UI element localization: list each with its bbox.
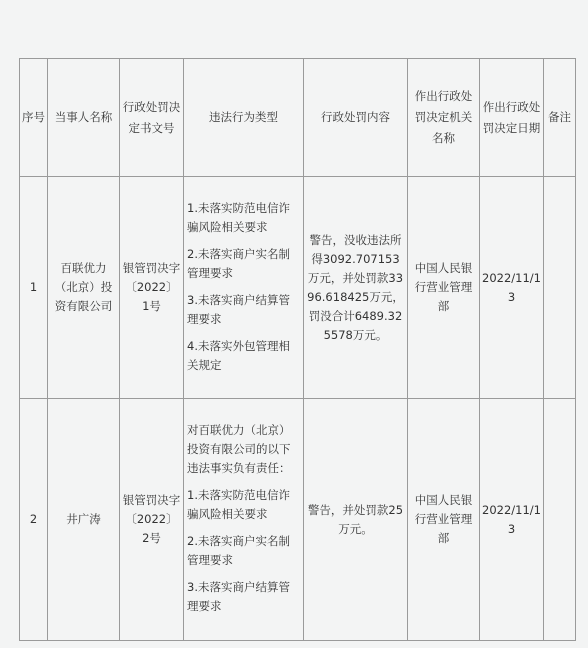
violation-item: 3.未落实商户结算管理要求 <box>187 580 290 613</box>
violation-item: 1.未落实防范电信诈骗风险相关要求 <box>187 488 290 521</box>
row-penalty: 警告，并处罚款25万元。 <box>304 399 408 641</box>
violation-item: 2.未落实商户实名制管理要求 <box>187 534 290 567</box>
row-violations <box>184 399 304 641</box>
row-remark <box>544 399 576 641</box>
header-party: 当事人名称 <box>48 59 120 177</box>
violation-item: 1.未落实防范电信诈骗风险相关要求 <box>187 200 290 234</box>
header-date: 作出行政处罚决定日期 <box>480 59 544 177</box>
row-violations <box>184 177 304 399</box>
header-row <box>20 59 576 177</box>
table-row <box>20 399 576 641</box>
violation-item: 对百联优力（北京）投资有限公司的以下违法事实负有责任： <box>187 423 291 475</box>
table-row <box>20 177 576 399</box>
violation-item: 2.未落实商户实名制管理要求 <box>187 246 290 280</box>
row-penalty: 警告，没收违法所得3092.707153万元，并处罚款3396.618425万元，罚没合计6489.325578万元。 <box>304 177 408 399</box>
row-remark <box>544 177 576 399</box>
row-seq: 2 <box>20 399 48 641</box>
penalty-table <box>19 58 576 641</box>
header-authority: 作出行政处罚决定机关名称 <box>408 59 480 177</box>
row-seq: 1 <box>20 177 48 399</box>
violation-item: 3.未落实商户结算管理要求 <box>187 292 290 326</box>
header-violation: 违法行为类型 <box>184 59 304 177</box>
row-doc-no: 银管罚决字〔2022〕2号 <box>120 399 184 641</box>
row-authority: 中国人民银行营业管理部 <box>408 399 480 641</box>
row-party: 井广涛 <box>48 399 120 641</box>
header-remark: 备注 <box>544 59 576 177</box>
violation-item: 4.未落实外包管理相关规定 <box>187 338 290 372</box>
row-date: 2022/11/13 <box>480 177 544 399</box>
row-doc-no: 银管罚决字〔2022〕1号 <box>120 177 184 399</box>
row-party: 百联优力（北京）投资有限公司 <box>48 177 120 399</box>
header-seq: 序号 <box>20 59 48 177</box>
header-doc-no: 行政处罚决定书文号 <box>120 59 184 177</box>
header-penalty: 行政处罚内容 <box>304 59 408 177</box>
row-date: 2022/11/13 <box>480 399 544 641</box>
row-authority: 中国人民银行营业管理部 <box>408 177 480 399</box>
